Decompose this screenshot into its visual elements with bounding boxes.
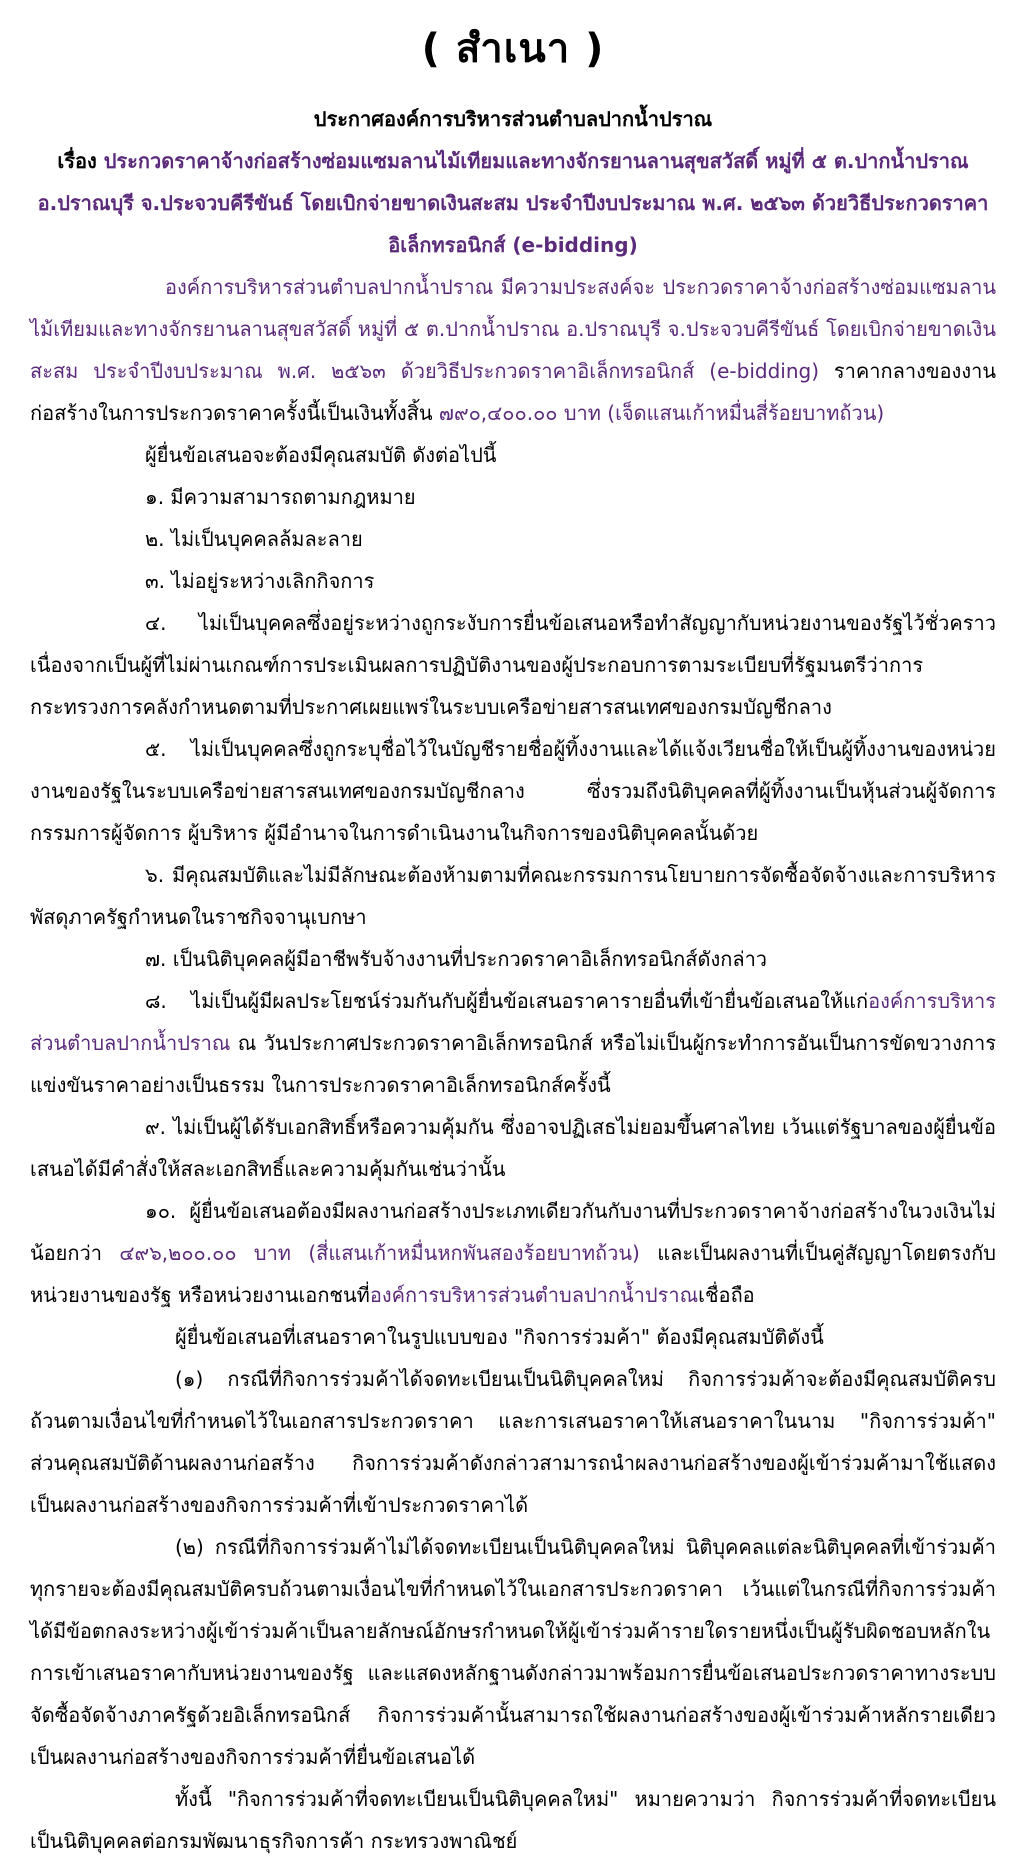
qualification-item-3: ๓. ไม่อยู่ระหว่างเลิกกิจการ [145,569,375,593]
document-body [30,266,996,1862]
qualification-item-2: ๒. ไม่เป็นบุคคลล้มละลาย [145,527,363,551]
qualification-item-1: ๑. มีความสามารถตามกฎหมาย [145,485,416,509]
joint-venture-case-1: (๑) กรณีที่กิจการร่วมค้าได้จดทะเบียนเป็นนิติบุคคลใหม่ กิจการร่วมค้าจะต้องมีคุณสมบัติครบถ้วนตามเงื่อนไขที่กำหนดไว้ในเอกสารประกวดราคา และการเสนอราคาให้เสนอราคาในนาม "กิจการร่วมค้า" ส่วนคุณสมบัติด้านผลงานก่อสร้าง กิจการร่วมค้าดังกล่าวสามารถนำผลงานก่อสร้างของผู้เข้าร่วมค้ามาใช้แสดงเป็นผลงานก่อสร้างของกิจการร่วมค้าที่เข้าประกวดราคาได้ [30,1367,996,1517]
qualification-item-10 [30,1190,996,1316]
qualification-item-9: ๙. ไม่เป็นผู้ได้รับเอกสิทธิ์หรือความคุ้มกัน ซึ่งอาจปฏิเสธไม่ยอมขึ้นศาลไทย เว้นแต่รัฐบาลของผู้ยื่นข้อเสนอได้มีคำสั่งให้สละเอกสิทธิ์และความคุ้มกันเช่นว่านั้น [30,1115,996,1181]
qualifications-intro: ผู้ยื่นข้อเสนอจะต้องมีคุณสมบัติ ดังต่อไปนี้ [145,443,497,467]
subject-text: ประกวดราคาจ้างก่อสร้างซ่อมแซมลานไม้เทียมและทางจักรยานลานสุขสวัสดิ์ หมู่ที่ ๕ ต.ปากน้ำปราณ อ.ปราณบุรี จ.ประจวบคีรีขันธ์ โดยเบิกจ่ายขาดเงินสะสม ประจำปีงบประมาณ พ.ศ. ๒๕๖๓ ด้วยวิธีประกวดราคาอิเล็กทรอนิกส์ (e-bidding) [37,149,989,257]
item-10-org: องค์การบริหารส่วนตำบลปากน้ำปราณ [369,1283,699,1307]
intro-middle: ราคากลางของงานก่อสร้างในการประกวดราคาครั้งนี้เป็นเงินทั้งสิ้น [30,359,996,425]
item-10-text-b: และเป็นผลงานที่เป็นคู่สัญญาโดยตรงกับหน่วยงานของรัฐ หรือหน่วยงานเอกชนที่ [30,1241,996,1307]
qualification-item-7: ๗. เป็นนิติบุคคลผู้มีอาชีพรับจ้างงานที่ประกวดราคาอิเล็กทรอนิกส์ดังกล่าว [145,947,768,971]
subject-label: เรื่อง [57,149,97,173]
item-8-org: องค์การบริหารส่วนตำบลปากน้ำปราณ [30,989,996,1055]
announcement-heading: ประกาศองค์การบริหารส่วนตำบลปากน้ำปราณ [313,107,713,131]
intro-paragraph [30,266,996,434]
item-8-text-a: ๘. ไม่เป็นผู้มีผลประโยชน์ร่วมกันกับผู้ยื่นข้อเสนอราคารายอื่นที่เข้ายื่นข้อเสนอให้แก่ [145,989,869,1013]
qualification-item-6: ๖. มีคุณสมบัติและไม่มีลักษณะต้องห้ามตามที่คณะกรรมการนโยบายการจัดซื้อจัดจ้างและการบริหารพัสดุภาครัฐกำหนดในราชกิจจานุเบกษา [30,863,996,929]
joint-venture-note: ทั้งนี้ "กิจการร่วมค้าที่จดทะเบียนเป็นนิติบุคคลใหม่" หมายความว่า กิจการร่วมค้าที่จดทะเบียนเป็นนิติบุคคลต่อกรมพัฒนาธุรกิจการค้า กระทรวงพาณิชย์ [30,1787,996,1853]
item-8-text-b: ณ วันประกาศประกวดราคาอิเล็กทรอนิกส์ หรือไม่เป็นผู้กระทำการอันเป็นการขัดขวางการแข่งขันราคาอย่างเป็นธรรม ในการประกวดราคาอิเล็กทรอนิกส์ครั้งนี้ [30,1031,996,1097]
copy-mark: ( สำเนา ) [421,26,605,72]
intro-amount: ๗๙๐,๔๐๐.๐๐ บาท (เจ็ดแสนเก้าหมื่นสี่ร้อยบาทถ้วน) [438,401,885,425]
qualification-item-5: ๕. ไม่เป็นบุคคลซึ่งถูกระบุชื่อไว้ในบัญชีรายชื่อผู้ทิ้งงานและได้แจ้งเวียนชื่อให้เป็นผู้ทิ้งงานของหน่วยงานของรัฐในระบบเครือข่ายสารสนเทศของกรมบัญชีกลาง ซึ่งรวมถึงนิติบุคคลที่ผู้ทิ้งงานเป็นหุ้นส่วนผู้จัดการ กรรมการผู้จัดการ ผู้บริหาร ผู้มีอำนาจในการดำเนินงานในกิจการของนิติบุคคลนั้นด้วย [30,737,996,845]
announcement-subject [30,140,996,266]
item-10-amount: ๔๙๖,๒๐๐.๐๐ บาท (สี่แสนเก้าหมื่นหกพันสองร้อยบาทถ้วน) [119,1241,640,1265]
joint-venture-case-2: (๒) กรณีที่กิจการร่วมค้าไม่ได้จดทะเบียนเป็นนิติบุคคลใหม่ นิติบุคคลแต่ละนิติบุคคลที่เข้าร่วมค้าทุกรายจะต้องมีคุณสมบัติครบถ้วนตามเงื่อนไขที่กำหนดไว้ในเอกสารประกวดราคา เว้นแต่ในกรณีที่กิจการร่วมค้าได้มีข้อตกลงระหว่างผู้เข้าร่วมค้าเป็นลายลักษณ์อักษรกำหนดให้ผู้เข้าร่วมค้ารายใดรายหนึ่งเป็นผู้รับผิดชอบหลักในการเข้าเสนอราคากับหน่วยงานของรัฐ และแสดงหลักฐานดังกล่าวมาพร้อมการยื่นข้อเสนอประกวดราคาทางระบบจัดซื้อจัดจ้างภาครัฐด้วยอิเล็กทรอนิกส์ กิจการร่วมค้านั้นสามารถใช้ผลงานก่อสร้างของผู้เข้าร่วมค้าหลักรายเดียวเป็นผลงานก่อสร้างของกิจการร่วมค้าที่ยื่นข้อเสนอได้ [30,1535,996,1769]
item-10-text-c: เชื่อถือ [698,1283,755,1307]
item-10-text-a: ๑๐. ผู้ยื่นข้อเสนอต้องมีผลงานก่อสร้างประเภทเดียวกันกับงานที่ประกวดราคาจ้างก่อสร้างในวงเงินไม่น้อยกว่า [30,1199,996,1265]
joint-venture-intro: ผู้ยื่นข้อเสนอที่เสนอราคาในรูปแบบของ "กิจการร่วมค้า" ต้องมีคุณสมบัติดังนี้ [175,1325,824,1349]
qualification-item-4: ๔. ไม่เป็นบุคคลซึ่งอยู่ระหว่างถูกระงับการยื่นข้อเสนอหรือทำสัญญากับหน่วยงานของรัฐไว้ชั่วคราว เนื่องจากเป็นผู้ที่ไม่ผ่านเกณฑ์การประเมินผลการปฏิบัติงานของผู้ประกอบการตามระเบียบที่รัฐมนตรีว่าการกระทรวงการคลังกำหนดตามที่ประกาศเผยแพร่ในระบบเครือข่ายสารสนเทศของกรมบัญชีกลาง [30,611,996,719]
qualification-item-8 [30,980,996,1106]
intro-org-part: องค์การบริหารส่วนตำบลปากน้ำปราณ มีความประสงค์จะ ประกวดราคาจ้างก่อสร้างซ่อมแซมลานไม้เทียมและทางจักรยานลานสุขสวัสดิ์ หมู่ที่ ๕ ต.ปากน้ำปราณ อ.ปราณบุรี จ.ประจวบคีรีขันธ์ โดยเบิกจ่ายขาดเงินสะสม ประจำปีงบประมาณ พ.ศ. ๒๕๖๓ ด้วยวิธีประกวดราคาอิเล็กทรอนิกส์ (e-bidding) [30,275,996,383]
